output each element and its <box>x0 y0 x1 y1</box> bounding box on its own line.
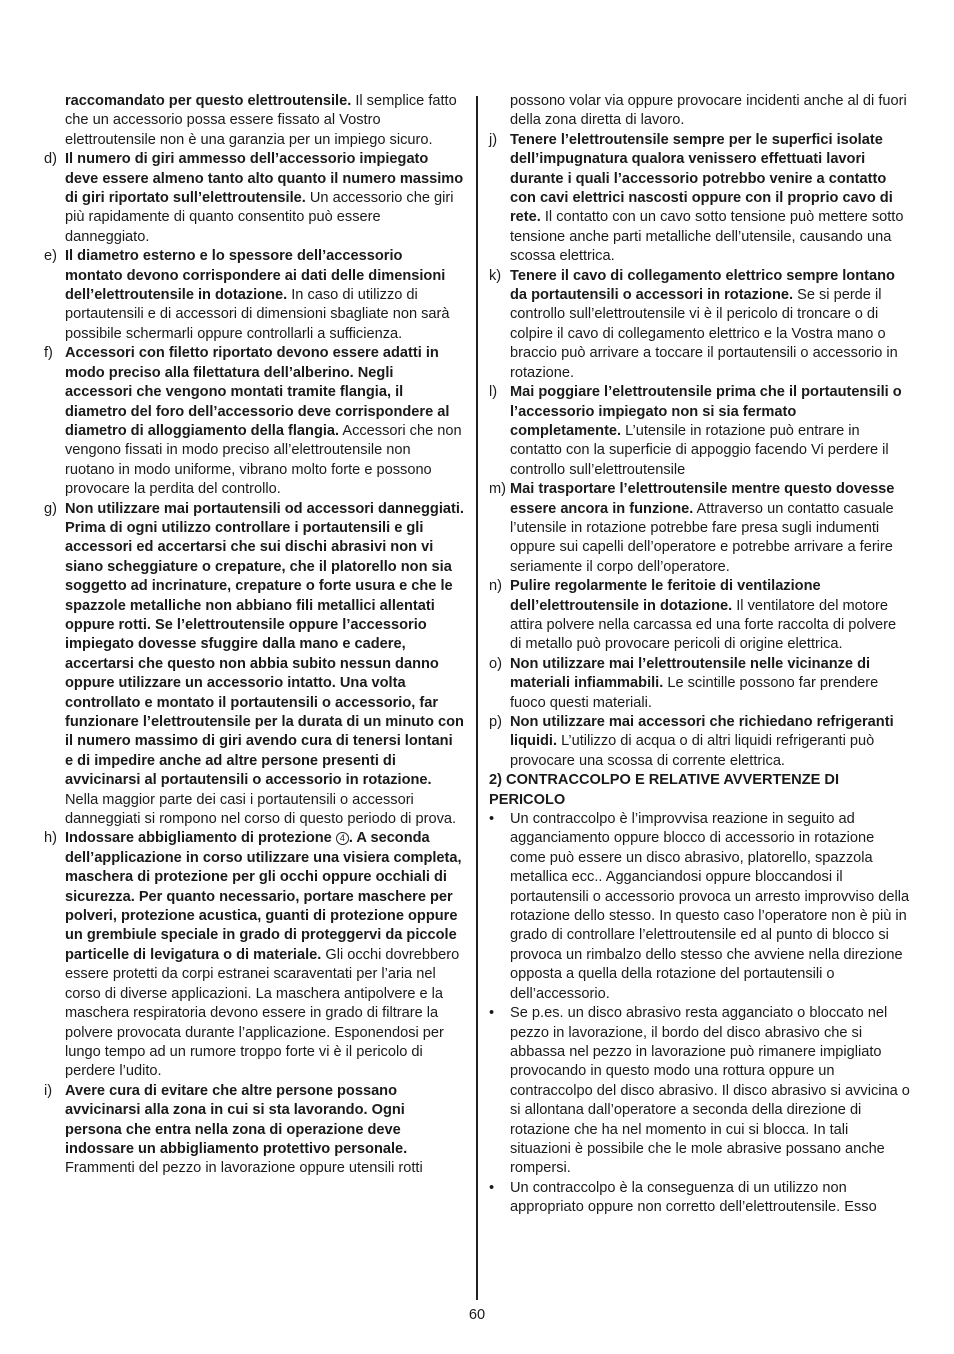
item-e: e) Il diametro esterno e lo spessore dell’accessorio montato devono corrispondere ai dati delle dimensioni dell’elettroutensile in dotazione. In caso di utilizzo di portautensili e di accessori di dimensioni sbagliate non sarà possibile schermarli oppure controllarli a sufficienza. <box>44 248 450 342</box>
item-i: i) Avere cura di evitare che altre persone possano avvicinarsi alla zona in cui si sta lavorando. Ogni persona che entra nella zona di operazione deve indossare un abbigliamento protettivo personale. Frammenti del pezzo in lavorazione oppure utensili rotti <box>44 1082 423 1177</box>
bullet-item: • Se p.es. un disco abrasivo resta agganciato o bloccato nel pezzo in lavorazione, il bordo del disco abrasivo che si abbassa nel pezzo in lavorazione può rimanere impigliato provocando in questo modo una rottura oppure un contraccolpo del disco abrasivo. Il disco abrasivo si avvicina o si allontana dall’operatore a seconda della direzione di rotazione che ha nel momento in cui si blocca. In tali situazioni è possibile che le mole abrasive possano anche rompersi. <box>489 1005 910 1177</box>
item-o: o) Non utilizzare mai l’elettroutensile nelle vicinanze di materiali infiammabili. Le scintille possono far prendere fuoco questi materiali. <box>489 655 879 711</box>
right-column <box>489 92 911 1218</box>
item-p: p) Non utilizzare mai accessori che richiedano refrigeranti liquidi. L’utilizzo di acqua o di altri liquidi refrigeranti può provocare una scossa di corrente elettrica. <box>489 714 894 769</box>
bullet-item: • Un contraccolpo è la conseguenza di un utilizzo non appropriato oppure non corretto dell’elettroutensile. Esso <box>489 1179 877 1216</box>
item-d: d) Il numero di giri ammesso dell’accessorio impiegato deve essere almeno tanto alto quanto il numero massimo di giri riportato sull’elettroutensile. Un accessorio che giri più rapidamente di quanto consentito può essere danneggiato. <box>44 151 464 245</box>
item-j: j) Tenere l’elettroutensile sempre per le superfici isolate dell’impugnatura qualora venissero effettuati lavori durante i quali l’accessorio potrebbo venire a contatto con cavi elettrici nascosti oppure con il proprio cavo di rete. Il contatto con un cavo sotto tensione può mettere sotto tensione anche parti metalliche dell’utensile, causando una scossa elettrica. <box>489 131 904 265</box>
figure-reference-circle: 4 <box>336 832 349 845</box>
page-number: 60 <box>468 1307 486 1323</box>
intro-paragraph: raccomandato per questo elettroutensile. Il semplice fatto che un accessorio possa essere fissato al Vostro elettroutensile non è una garanzia per un impiego sicuro. <box>65 93 457 148</box>
continued-paragraph: possono volar via oppure provocare incidenti anche al di fuori della zona diretta di lavoro. <box>510 93 907 129</box>
bullet-item: • Un contraccolpo è l’improvvisa reazione in seguito ad agganciamento oppure blocco di accessorio in rotazione come può essere un disco abrasivo, platorello, spazzola metallica ecc.. Agganciandosi oppure bloccandosi il portautensili o accessorio provoca un arresto improvviso della rotazione dello stesso. In questo caso l’operatore non è più in grado di controllare l’elettroutensile ed al punto di blocco si provoca un rimbalzo dello stesso che avviene nella direzione opposta a quella della rotazione del portautensili o dell’accessorio. <box>489 811 910 1002</box>
item-f: f) Accessori con filetto riportato devono essere adatti in modo preciso alla filettatura dell’alberino. Negli accessori che vengono montati tramite flangia, il diametro del foro dell’accessorio deve corrispondere al diametro di alloggiamento della flangia. Accessori che non vengono fissati in modo preciso all’elettroutensile non ruotano in modo uniforme, vibrano molto forte e possono provocare la perdita del controllo. <box>44 345 462 498</box>
item-k: k) Tenere il cavo di collegamento elettrico sempre lontano da portautensili o accessori in rotazione. Se si perde il controllo sull’elettroutensile vi è il pericolo di troncare o di colpire il cavo di collegamento elettrico e la Vostra mano o braccio può arrivare a toccare il portautensili o accessorio in rotazione. <box>489 267 898 381</box>
item-n: n) Pulire regolarmente le feritoie di ventilazione dell’elettroutensile in dotazione. Il ventilatore del motore attira polvere nella carcassa ed una forte raccolta di polvere di metallo può provocare pericoli di origine elettrica. <box>489 578 897 653</box>
left-column <box>44 92 464 1179</box>
item-g: g) Non utilizzare mai portautensili od accessori danneggiati. Prima di ogni utilizzo controllare i portautensili e gli accessori ed accertarsi che sui dischi abrasivi non vi siano scheggiature o crepature, che il platorello non sia soggetto ad incrinature, crepature o forte usura e che le spazzole metalliche non abbiano fili metallici allentati oppure rotti. Se l’elettroutensile oppure l’accessorio impiegato dovesse sfuggire dalla mano e cadere, accertarsi che questo non abbia subito nessun danno oppure utilizzare un accessorio intatto. Una volta controllato e montato il portautensili o accessorio, far funzionare l’elettroutensile per la durata di un minuto con il numero massimo di giri avendo cura di tenersi lontani e di impedire anche ad altre persone presenti di avvicinarsi al portautensili o accessorio in rotazione. Nella maggior parte dei casi i portautensili o accessori danneggiati si rompono nel corso di questo periodo di prova. <box>44 500 464 828</box>
column-divider <box>476 96 478 1300</box>
item-m: m) Mai trasportare l’elettroutensile mentre questo dovesse essere ancora in funzione. Attraverso un contatto casuale l’utensile in rotazione potrebbe fare presa sugli indumenti oppure sui capelli dell’operatore e potrebbe arrivare a ferire seriamente il corpo dell’operatore. <box>489 481 895 575</box>
section-heading-kickback: 2) CONTRACCOLPO E RELATIVE AVVERTENZE DI PERICOLO <box>489 772 839 808</box>
item-l: l) Mai poggiare l’elettroutensile prima che il portautensili o l’accessorio impiegato non si sia fermato completamente. L’utensile in rotazione può entrare in contatto con la superficie di appoggio facendo Vi perdere il controllo sull’elettroutensile <box>489 384 902 478</box>
item-h: h) Indossare abbigliamento di protezione 4 . A seconda dell’applicazione in corso utilizzare una visiera completa, maschera di protezione per gli occhi oppure occhiali di sicurezza. Per quanto necessario, portare maschere per polveri, protezione acustica, guanti di protezione oppure un grembiule speciale in grado di proteggervi da piccole particelle di levigatura o di materiale. Gli occhi dovrebbero essere protetti da corpi estranei scaraventati per l’aria nel corso di diverse applicazioni. La maschera antipolvere e la maschera respiratoria devono essere in grado di filtrare la polvere provocata durante l’applicazione. Esponendosi per lungo tempo ad un rumore troppo forte vi è il pericolo di perdere l’udito. <box>44 830 462 1080</box>
